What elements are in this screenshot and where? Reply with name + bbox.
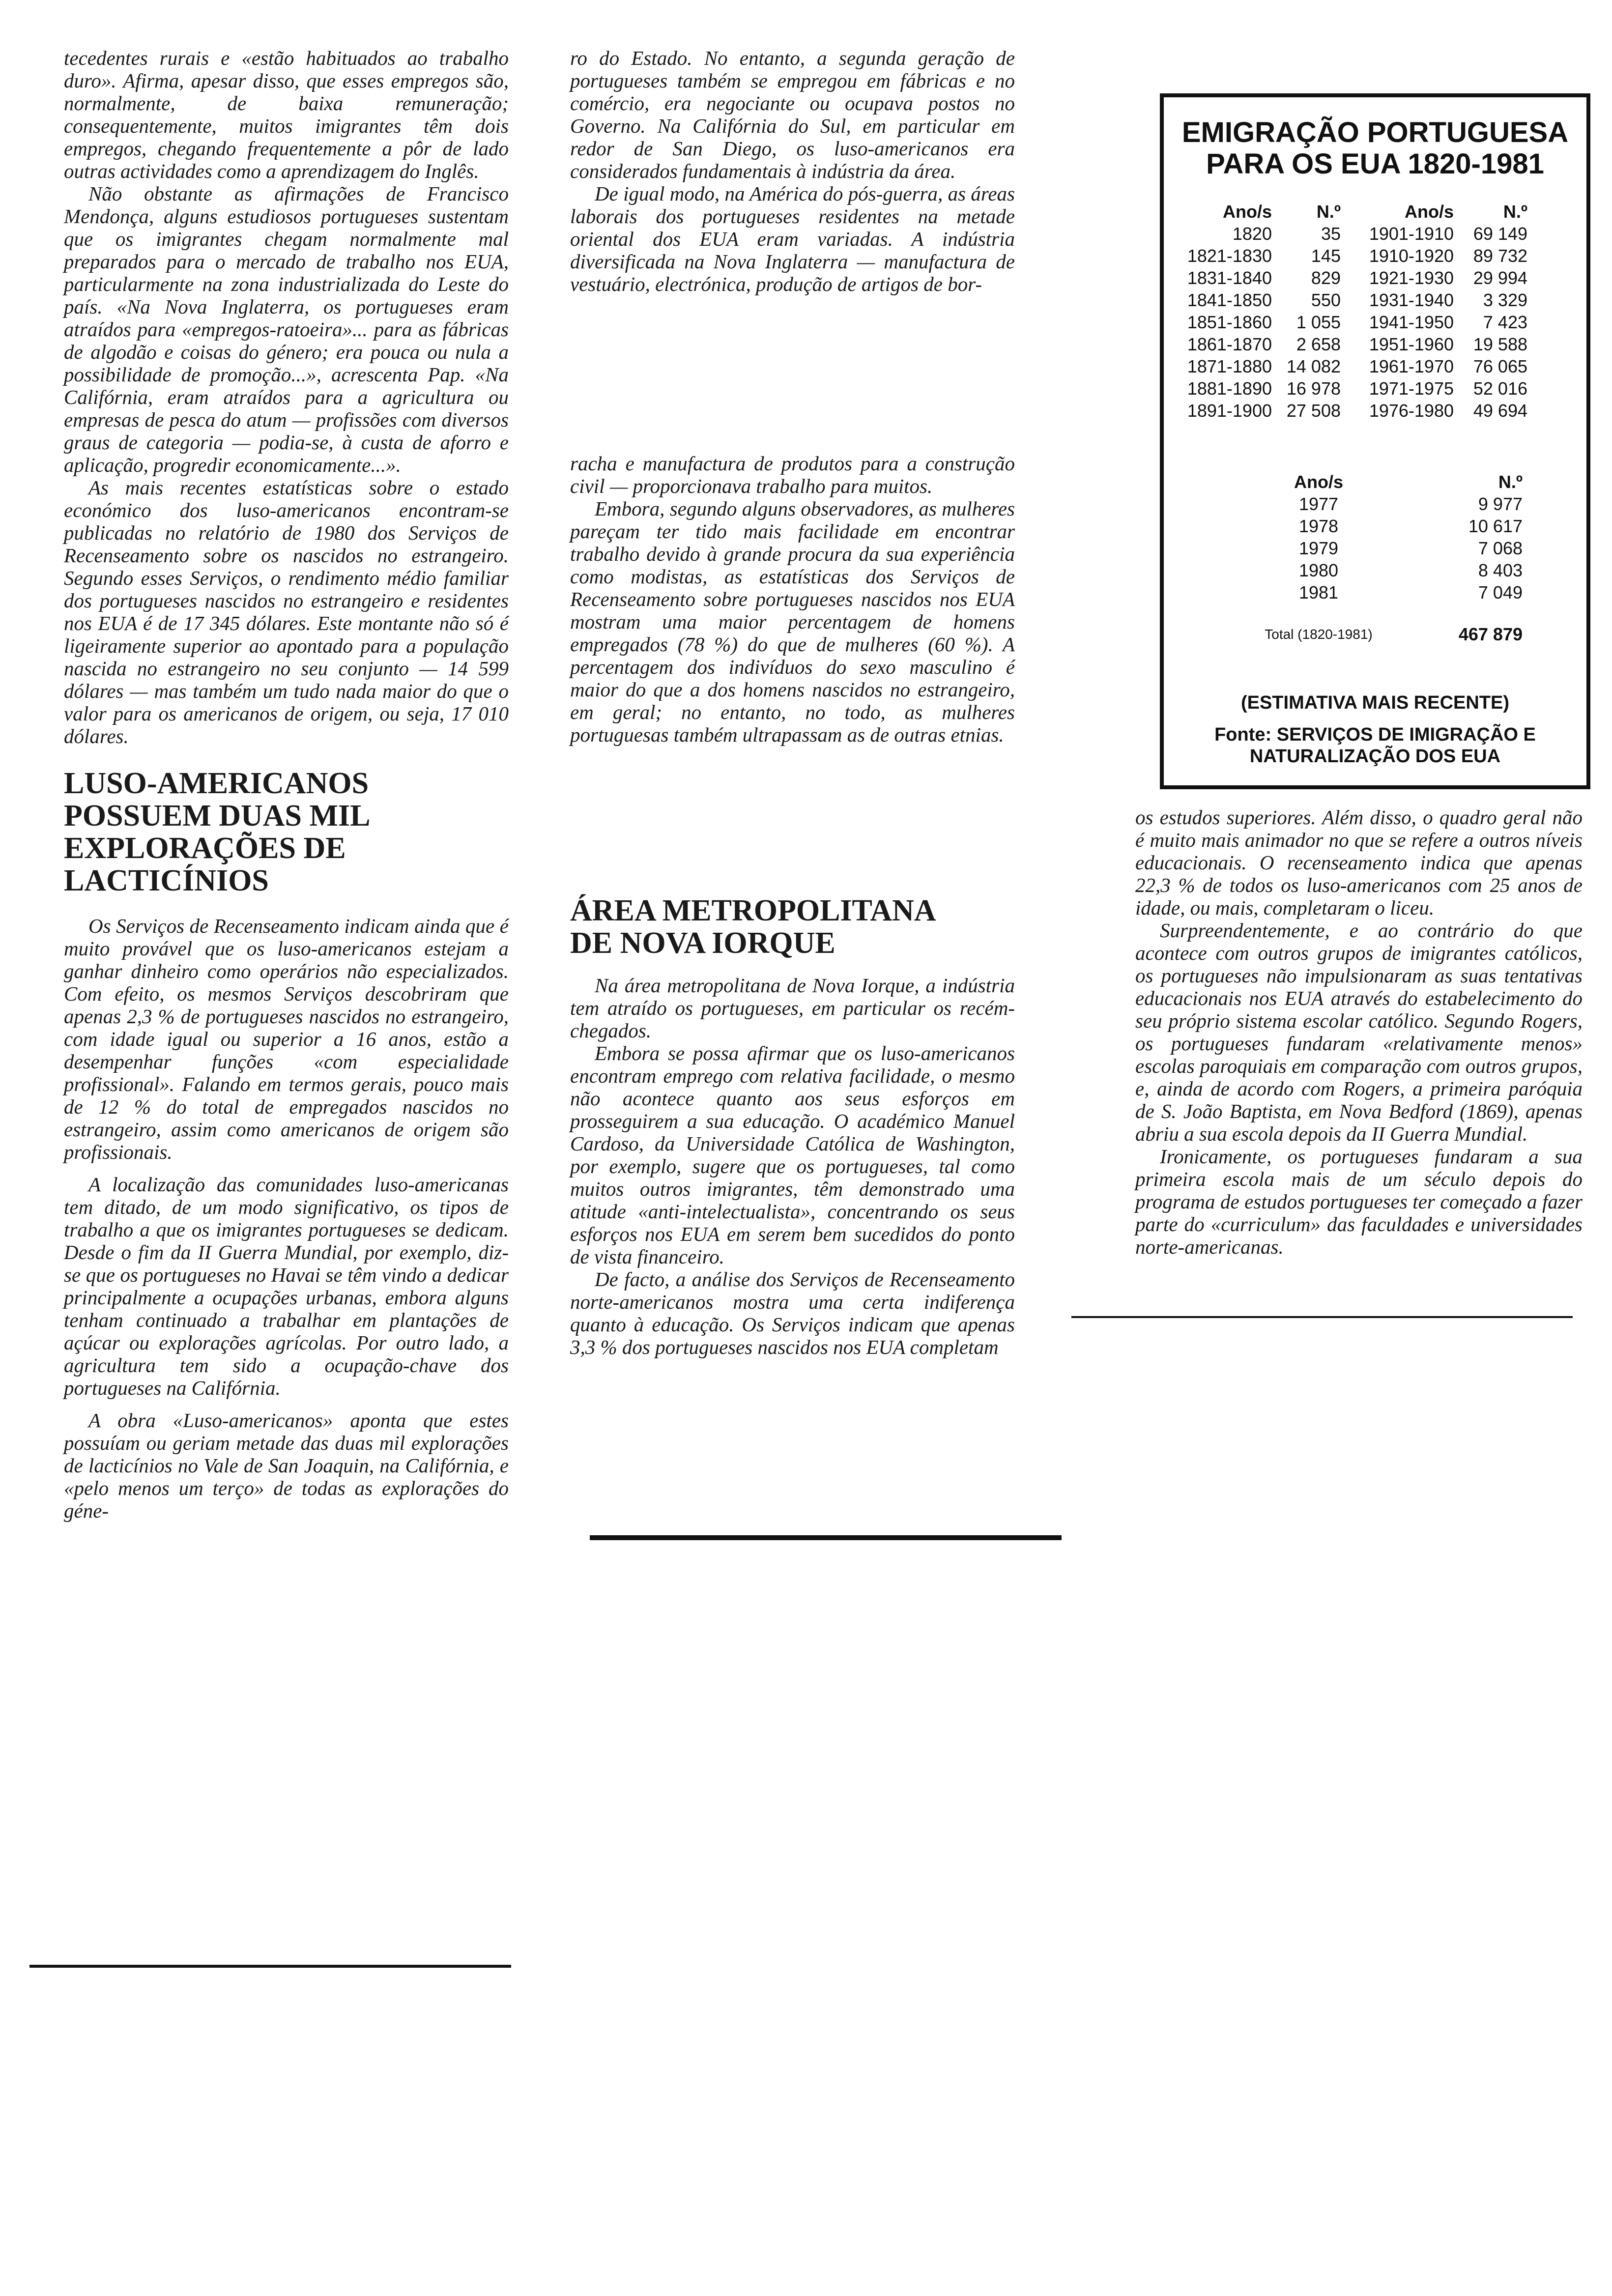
table-row xyxy=(1174,400,1527,422)
col2-paragraph-4: Embora, segundo alguns observadores, as mulheres pareçam ter tido mais facilidade em encontrar trabalho devido à grande procura da sua experiência como modistas, as estatísticas dos Serviços de Recenseamento sobre portugueses nascidos nos EUA mostram uma maior percentagem de homens empregados (78 %) do que de mulheres (60 %). A percentagem dos indivíduos do sexo masculino é maior do que a dos homens nascidos no estrangeiro, em geral; no entanto, no todo, as mulheres portuguesas também ultrapassam as de outras etnias. xyxy=(570,497,1015,746)
recent-row xyxy=(1252,581,1523,603)
year-cell: 1881-1890 xyxy=(1187,378,1272,399)
year-cell: 1961-1970 xyxy=(1369,356,1454,376)
header-count-left: N.º xyxy=(1316,201,1341,222)
heading-nova-iorque: ÁREA METROPOLITANA DE NOVA IORQUE xyxy=(570,894,935,960)
count-cell: 9 977 xyxy=(1478,494,1523,514)
year-cell: 1951-1960 xyxy=(1369,334,1454,354)
year-cell: 1977 xyxy=(1298,494,1339,514)
header-count-right: N.º xyxy=(1503,201,1527,222)
count-cell: 27 508 xyxy=(1286,401,1341,421)
count-cell: 89 732 xyxy=(1473,246,1527,266)
table-title-line-1: EMIGRAÇÃO PORTUGUESA xyxy=(1181,116,1569,148)
year-cell: 1980 xyxy=(1298,560,1339,580)
col2-paragraph-5: Na área metropolitana de Nova Iorque, a indústria tem atraído os portugueses, em particular os recém-chegados. xyxy=(570,974,1015,1042)
column-2-block-1 xyxy=(570,47,1015,295)
year-cell: 1831-1840 xyxy=(1187,268,1272,288)
count-cell: 7 423 xyxy=(1483,312,1527,332)
table-row xyxy=(1174,333,1527,355)
col1-paragraph-6: A obra «Luso-americanos» aponta que estes possuíam ou geriam metade das duas mil explorações de lacticínios no Vale de San Joaquin, na Califórnia, e «pelo menos um terço» de todas as explorações do géne- xyxy=(64,1409,509,1522)
header-year-right: Ano/s xyxy=(1404,201,1454,222)
year-cell: 1871-1880 xyxy=(1187,356,1272,376)
count-cell: 10 617 xyxy=(1468,516,1523,536)
col3-paragraph-1: os estudos superiores. Além disso, o quadro geral não é muito mais animador no que se refere a outros níveis educacionais. O recenseamento indica que apenas 22,3 % de todos os luso-americanos com 25 anos de idade, ou mais, completaram o liceu. xyxy=(1135,806,1583,919)
table-row xyxy=(1174,245,1527,267)
col2-bottom-rule xyxy=(590,1535,1062,1540)
year-cell: 1821-1830 xyxy=(1187,246,1272,266)
recent-row xyxy=(1252,537,1523,559)
year-cell: 1921-1930 xyxy=(1369,268,1454,288)
header-year-left: Ano/s xyxy=(1222,201,1272,222)
total-label: Total (1820-1981) xyxy=(1265,627,1373,642)
col3-paragraph-2: Surpreendentemente, e ao contrário do que acontece com outros grupos de imigrantes católicos, os portugueses não impulsionaram as suas tentativas educacionais nos EUA através do estabelecimento do seu próprio sistema escolar católico. Segundo Rogers, os portugueses fundaram «relativamente menos» escolas paroquiais em comparação com outros grupos, e, ainda de acordo com Rogers, a primeira paróquia de S. João Baptista, em Nova Bedford (1869), apenas abriu a sua escola depois da II Guerra Mundial. xyxy=(1135,919,1583,1145)
table-title-line-2: PARA OS EUA 1820-1981 xyxy=(1206,148,1544,180)
count-cell: 2 658 xyxy=(1296,334,1341,354)
count-cell: 1 055 xyxy=(1296,312,1341,332)
col1-paragraph-2: Não obstante as afirmações de Francisco Mendonça, alguns estudiosos portugueses sustentam que os imigrantes chegam normalmente mal preparados para o mercado de trabalho nos EUA, particularmente na zona industrializada do Leste do país. «Na Nova Inglaterra, os portugueses eram atraídos para «empregos-ratoeira»... para as fábricas de algodão e coisas do género; era pouca ou nula a possibilidade de promoção...», acrescenta Pap. «Na Califórnia, eram atraídos para a agricultura ou empresas de pesca do atum — profissões com diversos graus de categoria — podia-se, à custa de aforro e aplicação, progredir economicamente...». xyxy=(64,182,509,476)
year-cell: 1841-1850 xyxy=(1187,290,1272,310)
emigration-table-box xyxy=(1160,93,1590,789)
year-cell: 1820 xyxy=(1232,224,1272,244)
col2-paragraph-2: De igual modo, na América do pós-guerra, as áreas laborais dos portugueses residentes na metade oriental dos EUA eram variadas. A indústria diversificada na Nova Inglaterra — manufactura de vestuário, electrónica, produção de artigos de bor- xyxy=(570,182,1015,295)
table-main xyxy=(1174,201,1527,422)
year-cell: 1978 xyxy=(1298,516,1339,536)
total-row xyxy=(1252,623,1523,645)
table-row xyxy=(1174,289,1527,311)
count-cell: 76 065 xyxy=(1473,356,1527,376)
col2-paragraph-3: racha e manufactura de produtos para a construção civil — proporcionava trabalho para muitos. xyxy=(570,452,1015,497)
recent-row xyxy=(1252,515,1523,537)
year-cell: 1891-1900 xyxy=(1187,401,1272,421)
count-cell: 19 588 xyxy=(1473,334,1527,354)
count-cell: 550 xyxy=(1311,290,1341,310)
col3-bottom-rule xyxy=(1071,1316,1573,1318)
col1-paragraph-1: tecedentes rurais e «estão habituados ao trabalho duro». Afirma, apesar disso, que esses empregos são, normalmente, de baixa remuneração; consequentemente, muitos imigrantes têm dois empregos, chegando frequentemente a pôr de lado outras actividades como a aprendizagem do Inglês. xyxy=(64,47,509,182)
table-source: Fonte: SERVIÇOS DE IMIGRAÇÃO E NATURALIZAÇÃO DOS EUA xyxy=(1214,724,1536,767)
heading-lacticinios: LUSO-AMERICANOS POSSUEM DUAS MIL EXPLORAÇÕES DE LACTICÍNIOS xyxy=(64,767,369,897)
year-cell: 1981 xyxy=(1298,582,1339,603)
col3-paragraph-3: Ironicamente, os portugueses fundaram a sua primeira escola mais de um século depois do programa de estudos portugueses ter começado a fazer parte do «curriculum» das faculdades e universidades norte-americanas. xyxy=(1135,1145,1583,1258)
year-cell: 1979 xyxy=(1298,538,1339,558)
table-header-row xyxy=(1174,201,1527,223)
year-cell: 1931-1940 xyxy=(1369,290,1454,310)
recent-row xyxy=(1252,559,1523,581)
total-value: 467 879 xyxy=(1458,624,1523,644)
column-3 xyxy=(1135,806,1583,1258)
recent-header-count: N.º xyxy=(1498,472,1523,492)
column-1 xyxy=(64,47,509,1522)
table-row xyxy=(1174,311,1527,333)
recent-header-row xyxy=(1252,471,1523,493)
table-recent xyxy=(1252,471,1523,645)
year-cell: 1910-1920 xyxy=(1369,246,1454,266)
count-cell: 145 xyxy=(1311,246,1341,266)
col1-paragraph-3: As mais recentes estatísticas sobre o estado económico dos luso-americanos encontram-se publicadas no relatório de 1980 dos Serviços de Recenseamento sobre os nascidos no estrangeiro. Segundo esses Serviços, o rendimento médio familiar dos portugueses nascidos no estrangeiro e residentes nos EUA é de 17 345 dólares. Este montante não só é ligeiramente superior ao apontado para a população nascida no estrangeiro no seu conjunto — 14 599 dólares — mas também um tudo nada maior do que o valor para os americanos de origem, ou seja, 17 010 dólares. xyxy=(64,476,509,747)
table-row xyxy=(1174,355,1527,377)
year-cell: 1861-1870 xyxy=(1187,334,1272,354)
count-cell: 69 149 xyxy=(1473,224,1527,244)
count-cell: 7 068 xyxy=(1478,538,1523,558)
column-2-block-2 xyxy=(570,452,1015,746)
col1-bottom-rule xyxy=(29,1965,511,1968)
estimate-note: (ESTIMATIVA MAIS RECENTE) xyxy=(1240,692,1510,713)
col1-paragraph-4: Os Serviços de Recenseamento indicam ainda que é muito provável que os luso-americanos estejam a ganhar dinheiro como operários não especializados. Com efeito, os mesmos Serviços descobriram que apenas 2,3 % de portugueses nascidos no estrangeiro, com idade igual ou superior a 16 anos, estão a desempenhar funções «com especialidade profissional». Falando em termos gerais, pouco mais de 12 % do total de empregados nascidos no estrangeiro, assim como americanos de origem são profissionais. xyxy=(64,915,509,1163)
col2-paragraph-6: Embora se possa afirmar que os luso-americanos encontram emprego com relativa facilidade, o mesmo não acontece quanto aos seus esforços em prosseguirem a sua educação. O académico Manuel Cardoso, da Universidade Católica de Washington, por exemplo, sugere que os portugueses, tal como muitos outros imigrantes, têm demonstrado uma atitude «anti-intelectualista», concentrando os seus esforços nos EUA em serem bem sucedidos do ponto de vista financeiro. xyxy=(570,1042,1015,1268)
count-cell: 29 994 xyxy=(1473,268,1527,288)
count-cell: 49 694 xyxy=(1473,401,1527,421)
count-cell: 52 016 xyxy=(1473,378,1527,399)
count-cell: 16 978 xyxy=(1286,378,1341,399)
count-cell: 7 049 xyxy=(1478,582,1523,603)
column-2-block-3 xyxy=(570,894,1015,1358)
recent-header-year: Ano/s xyxy=(1294,472,1343,492)
year-cell: 1941-1950 xyxy=(1369,312,1454,332)
table-row xyxy=(1174,267,1527,289)
count-cell: 14 082 xyxy=(1286,356,1341,376)
col1-paragraph-5: A localização das comunidades luso-americanas tem ditado, de um modo significativo, os tipos de trabalho a que os imigrantes portugueses se dedicam. Desde o fim da II Guerra Mundial, por exemplo, diz-se que os portugueses no Havai se têm vindo a dedicar principalmente a ocupações urbanas, embora alguns tenham continuado a trabalhar em plantações de açúcar ou explorações agrícolas. Por outro lado, a agricultura tem sido a ocupação-chave dos portugueses na Califórnia. xyxy=(64,1173,509,1399)
year-cell: 1976-1980 xyxy=(1369,401,1454,421)
recent-row xyxy=(1252,493,1523,515)
count-cell: 35 xyxy=(1321,224,1341,244)
count-cell: 3 329 xyxy=(1483,290,1527,310)
count-cell: 829 xyxy=(1311,268,1341,288)
col2-paragraph-7: De facto, a análise dos Serviços de Recenseamento norte-americanos mostra uma certa indiferença quanto à educação. Os Serviços indicam que apenas 3,3 % dos portugueses nascidos nos EUA completam xyxy=(570,1268,1015,1358)
col2-paragraph-1: ro do Estado. No entanto, a segunda geração de portugueses também se empregou em fábricas e no comércio, era negociante ou ocupava postos no Governo. Na Califórnia do Sul, em particular em redor de San Diego, os luso-americanos era considerados fundamentais à indústria da área. xyxy=(570,47,1015,182)
table-row xyxy=(1174,377,1527,400)
year-cell: 1851-1860 xyxy=(1187,312,1272,332)
table-row xyxy=(1174,223,1527,245)
year-cell: 1901-1910 xyxy=(1369,224,1454,244)
year-cell: 1971-1975 xyxy=(1369,378,1454,399)
count-cell: 8 403 xyxy=(1478,560,1523,580)
